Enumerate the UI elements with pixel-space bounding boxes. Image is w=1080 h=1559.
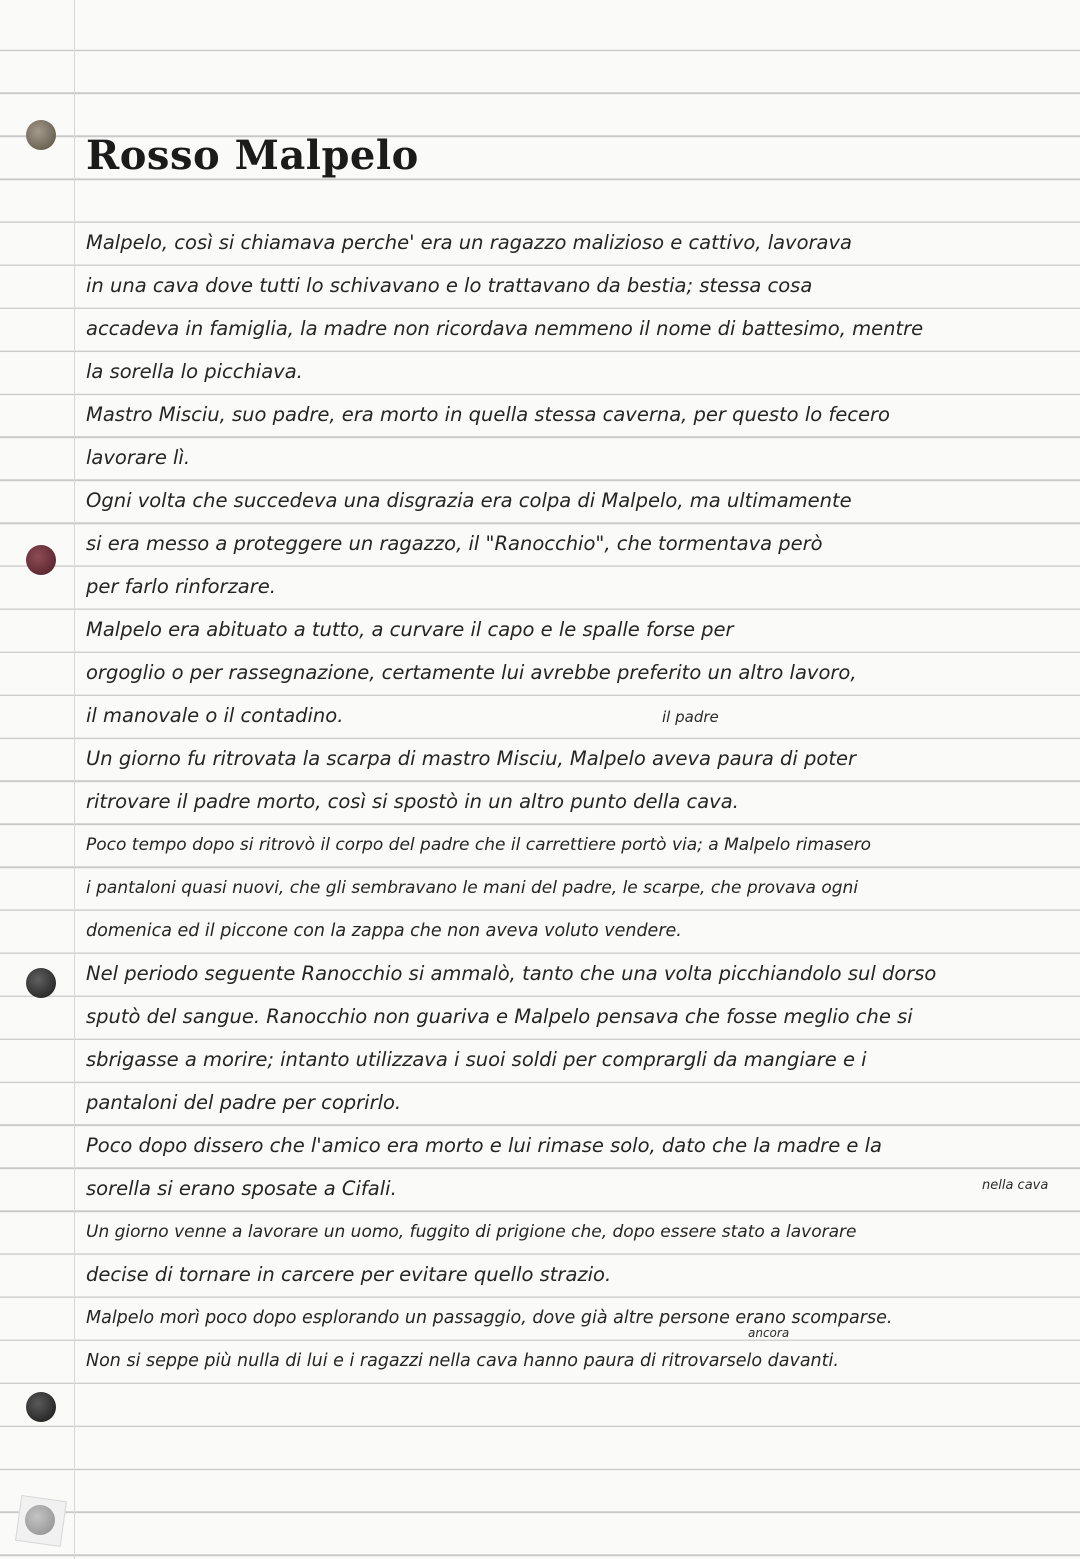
text-line: Un giorno fu ritrovata la scarpa di mastro Misciu, Malpelo aveva paura di poter	[86, 747, 857, 770]
text-line: Malpelo era abituato a tutto, a curvare il capo e le spalle forse per	[86, 618, 734, 641]
text-line: Malpelo, così si chiamava perche' era un ragazzo malizioso e cattivo, lavorava	[86, 231, 852, 254]
text-line: per farlo rinforzare.	[86, 575, 276, 598]
text-line: Ogni volta che succedeva una disgrazia era colpa di Malpelo, ma ultimamente	[86, 489, 852, 512]
text-line: Un giorno venne a lavorare un uomo, fuggito di prigione che, dopo essere stato a lavorare	[86, 1222, 857, 1242]
binder-hole-1	[26, 120, 56, 150]
text-line: Non si seppe più nulla di lui e i ragazzi nella cava hanno paura di ritrovarselo davanti.	[86, 1351, 839, 1371]
text-line: il manovale o il contadino.	[86, 704, 344, 727]
text-line: i pantaloni quasi nuovi, che gli sembravano le mani del padre, le scarpe, che provava ogni	[86, 878, 859, 898]
binder-hole-2	[26, 545, 56, 575]
text-line: decise di tornare in carcere per evitare quello strazio.	[86, 1263, 612, 1286]
text-line: orgoglio o per rassegnazione, certamente lui avrebbe preferito un altro lavoro,	[86, 661, 857, 684]
text-line: Poco dopo dissero che l'amico era morto e lui rimase solo, dato che la madre e la	[86, 1134, 882, 1157]
text-line: si era messo a proteggere un ragazzo, il "Ranocchio", che tormentava però	[86, 532, 823, 555]
text-line: accadeva in famiglia, la madre non ricordava nemmeno il nome di battesimo, mentre	[86, 317, 924, 340]
text-line: sputò del sangue. Ranocchio non guariva e Malpelo pensava che fosse meglio che si	[86, 1005, 913, 1028]
binder-hole-5	[25, 1505, 55, 1535]
text-line: sbrigasse a morire; intanto utilizzava i suoi soldi per comprargli da mangiare e i	[86, 1048, 867, 1071]
annotation-nella-cava: nella cava	[982, 1178, 1049, 1193]
text-line: Mastro Misciu, suo padre, era morto in quella stessa caverna, per questo lo fecero	[86, 403, 890, 426]
binder-hole-4	[26, 1392, 56, 1422]
text-line: in una cava dove tutti lo schivavano e lo trattavano da bestia; stessa cosa	[86, 274, 813, 297]
text-line: lavorare lì.	[86, 446, 191, 469]
annotation-il-padre: il padre	[662, 708, 719, 726]
text-line: Malpelo morì poco dopo esplorando un passaggio, dove già altre persone erano scomparse.	[86, 1308, 893, 1328]
text-line: pantaloni del padre per coprirlo.	[86, 1091, 402, 1114]
text-line: Poco tempo dopo si ritrovò il corpo del padre che il carrettiere portò via; a Malpelo rimasero	[86, 835, 872, 855]
text-line: sorella si erano sposate a Cifali.	[86, 1177, 397, 1200]
binder-hole-3	[26, 968, 56, 998]
annotation-ancora: ancora	[748, 1326, 790, 1340]
text-line: ritrovare il padre morto, così si spostò in un altro punto della cava.	[86, 790, 739, 813]
text-line: Nel periodo seguente Ranocchio si ammalò, tanto che una volta picchiandolo sul dorso	[86, 962, 937, 985]
text-line: domenica ed il piccone con la zappa che non aveva voluto vendere.	[86, 921, 682, 941]
text-line: la sorella lo picchiava.	[86, 360, 303, 383]
margin-line	[74, 0, 75, 1559]
page-title: Rosso Malpelo	[86, 132, 419, 179]
